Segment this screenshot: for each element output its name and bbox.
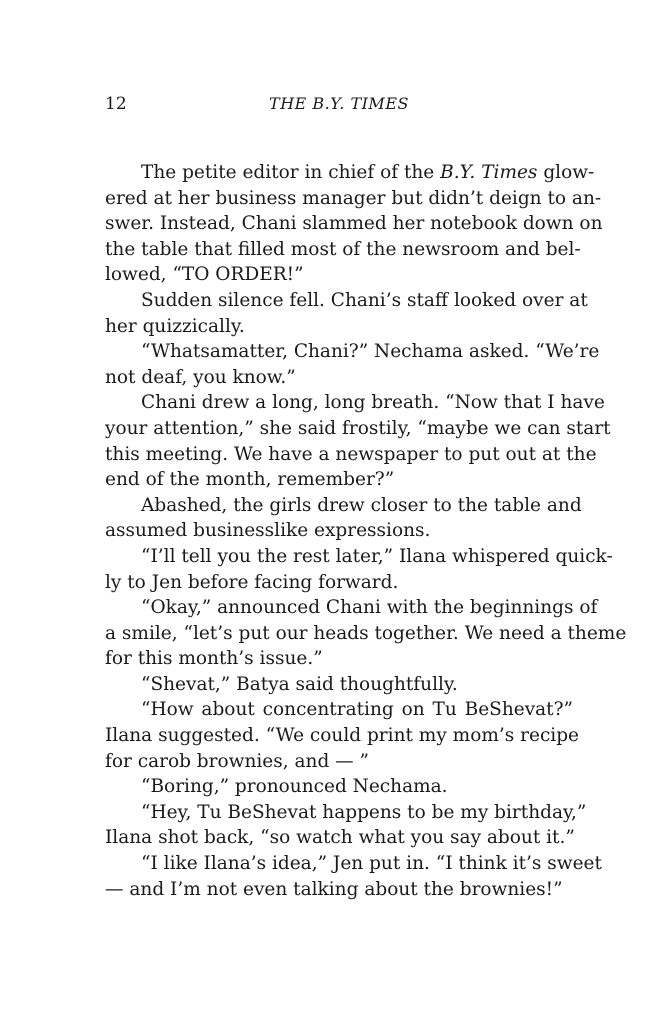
line-text: “I’ll tell you the rest later,” Ilana whispered quick- — [141, 545, 613, 567]
line-text: not deaf, you know.” — [105, 366, 296, 388]
line-text: Ilana suggested. “We could print my mom’s recipe — [105, 725, 580, 747]
text-line — [105, 186, 602, 212]
text-line — [105, 749, 573, 775]
line-text: for carob brownies, and — ” — [105, 750, 370, 772]
line-text: “I like Ilana’s idea,” Jen put in. “I think it’s sweet — [141, 853, 602, 875]
line-text: your attention,” she said frostily, “maybe we can start — [105, 417, 611, 439]
line-text: this meeting. We have a newspaper to put out at the — [105, 443, 597, 465]
text-line — [105, 237, 581, 263]
line-text: — and I’m not even talking about the brownies!” — [105, 878, 563, 900]
line-text: a smile, “let’s put our heads together. We need a theme — [105, 622, 627, 644]
line-text: swer. Instead, Chani slammed her notebook down on — [105, 213, 603, 235]
text-line — [105, 544, 613, 570]
line-text: “Boring,” pronounced Nechama. — [141, 776, 448, 798]
line-text: ly to Jen before facing forward. — [105, 571, 399, 593]
running-title: THE B.Y. TIMES — [269, 94, 409, 113]
text-line — [105, 390, 605, 416]
text-line — [105, 646, 573, 672]
text-line — [105, 621, 627, 647]
text-line — [105, 262, 573, 288]
text-line — [105, 365, 573, 391]
line-text: for this month’s issue.” — [105, 648, 323, 670]
text-line — [105, 160, 595, 186]
line-text: lowed, “TO ORDER!” — [105, 264, 304, 286]
line-text: “How about concentrating on Tu BeShevat?” — [141, 699, 573, 721]
text-line — [105, 851, 602, 877]
text-line — [105, 774, 573, 800]
line-text: Ilana shot back, “so watch what you say about it.” — [105, 827, 575, 849]
text-line — [105, 416, 611, 442]
line-text: “Shevat,” Batya said thoughtfully. — [141, 673, 458, 695]
page-header — [105, 94, 573, 120]
text-line — [105, 442, 597, 468]
line-text: Chani drew a long, long breath. “Now that I have — [141, 392, 605, 414]
line-text: assumed businesslike expressions. — [105, 520, 431, 542]
text-line — [105, 314, 573, 340]
text-line — [105, 877, 573, 903]
line-text: Abashed, the girls drew closer to the table and — [141, 494, 582, 516]
text-line — [105, 825, 573, 851]
line-text: her quizzically. — [105, 315, 245, 337]
line-text: “Hey, Tu BeShevat happens to be my birthday,” — [141, 801, 587, 823]
text-line — [105, 518, 573, 544]
line-text: The petite editor in chief of the — [141, 162, 441, 183]
text-line — [105, 723, 580, 749]
line-text-after: glow- — [537, 162, 595, 183]
text-line — [105, 570, 573, 596]
text-line — [105, 211, 603, 237]
text-line — [105, 467, 573, 493]
line-emphasis: B.Y. Times — [440, 162, 538, 183]
text-line — [105, 339, 600, 365]
line-text: “Whatsamatter, Chani?” Nechama asked. “We’re — [141, 341, 600, 363]
line-text: “Okay,” announced Chani with the beginnings of — [141, 597, 598, 619]
text-line — [105, 672, 573, 698]
line-text: end of the month, remember?” — [105, 469, 395, 491]
text-line — [105, 595, 598, 621]
line-text: the table that filled most of the newsroom and bel- — [105, 238, 581, 260]
text-line — [105, 800, 587, 826]
line-text: ered at her business manager but didn’t deign to an- — [105, 187, 602, 209]
page-number: 12 — [105, 94, 127, 114]
text-line — [105, 697, 573, 723]
text-line — [105, 493, 582, 519]
body-text — [105, 160, 627, 902]
text-line — [105, 288, 588, 314]
line-text: Sudden silence fell. Chani’s staff looked over at — [141, 289, 588, 311]
